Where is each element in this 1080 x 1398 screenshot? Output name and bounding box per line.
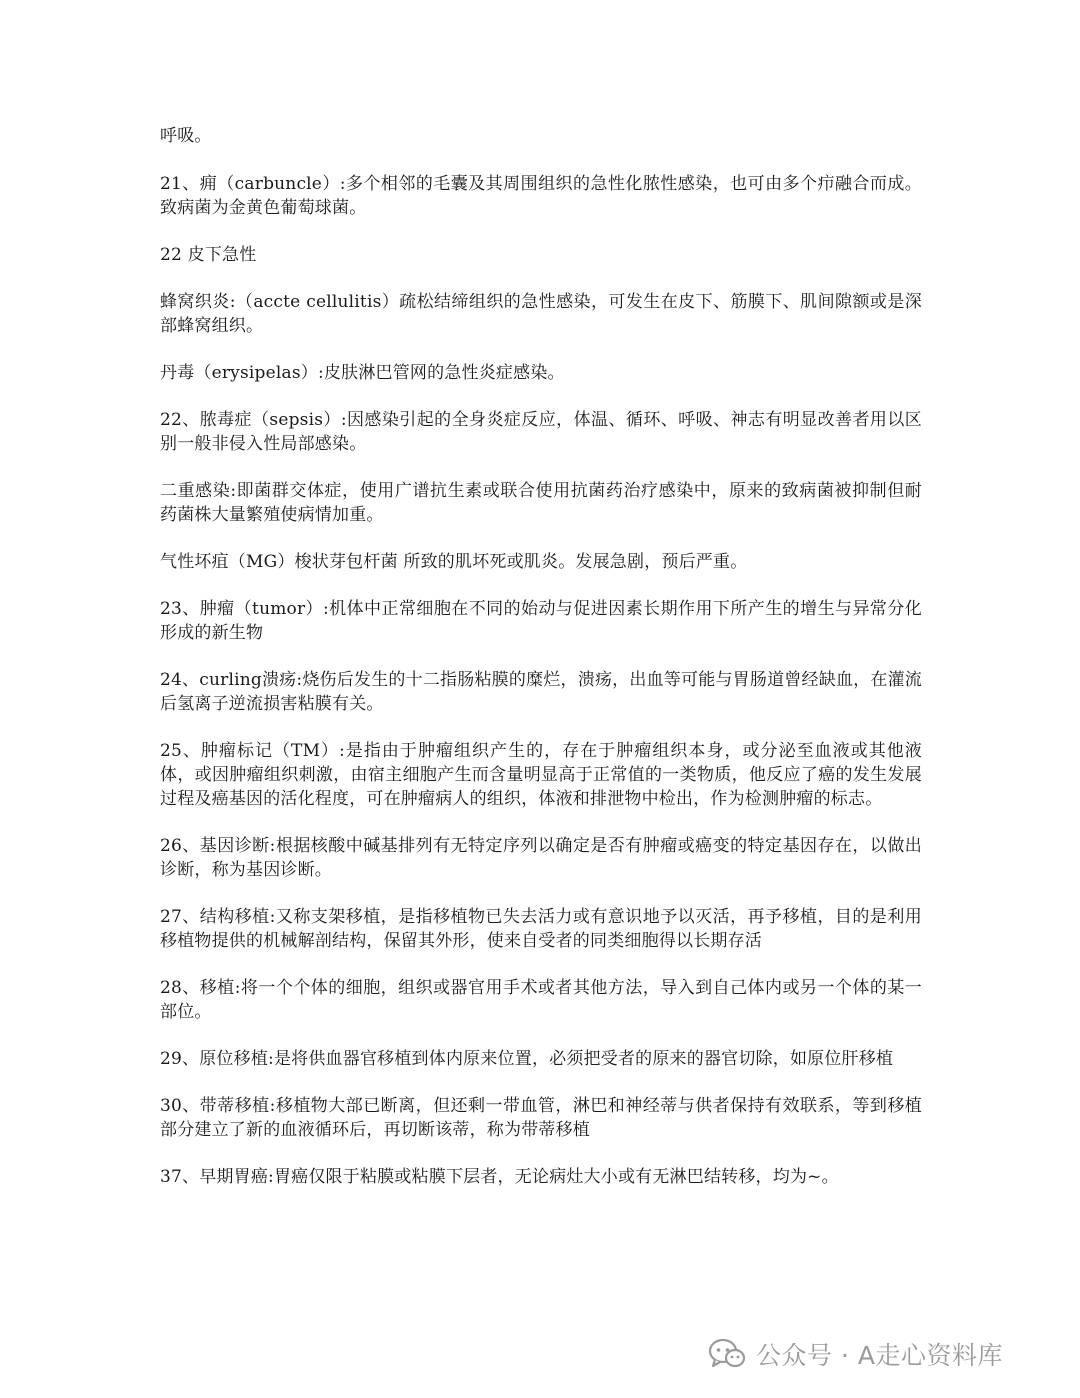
paragraph-23-tumor: 23、肿瘤（tumor）:机体中正常细胞在不同的始动与促进因素长期作用下所产生的增生与异常分化形成的新生物: [160, 599, 922, 643]
paragraph-21-carbuncle: 21、痈（carbuncle）:多个相邻的毛囊及其周围组织的急性化脓性感染，也可由多个疖融合而成。致病菌为金黄色葡萄球菌。: [160, 174, 922, 218]
watermark-text: 公众号 · A走心资料库: [756, 1341, 1003, 1370]
wechat-icon: [708, 1338, 746, 1370]
paragraph-breathing: 呼吸。: [160, 126, 212, 146]
paragraph-22-sepsis: 22、脓毒症（sepsis）:因感染引起的全身炎症反应，体温、循环、呼吸、神志有明显改善者用以区别一般非侵入性局部感染。: [160, 410, 922, 454]
paragraph-superinfection: 二重感染:即菌群交体症，使用广谱抗生素或联合使用抗菌药治疗感染中，原来的致病菌被抑制但耐药菌株大量繁殖使病情加重。: [160, 481, 922, 525]
paragraph-27-structural-transplant: 27、结构移植:又称支架移植，是指移植物已失去活力或有意识地予以灭活，再予移植，目的是利用移植物提供的机械解剖结构，保留其外形，使来自受者的同类细胞得以长期存活: [160, 907, 922, 951]
paragraph-25-tumor-marker: 25、肿瘤标记（TM）:是指由于肿瘤组织产生的，存在于肿瘤组织本身，或分泌至血液或其他液体，或因肿瘤组织刺激，由宿主细胞产生而含量明显高于正常值的一类物质，他反应了癌的发生发展过程及癌基因的活化程度，可在肿瘤病人的组织，体液和排泄物中检出，作为检测肿瘤的标志。: [160, 741, 922, 809]
paragraph-28-transplant: 28、移植:将一个个体的细胞，组织或器官用手术或者其他方法，导入到自己体内或另一个体的某一部位。: [160, 978, 922, 1022]
paragraph-gas-gangrene: 气性坏疽（MG）梭状芽包杆菌 所致的肌坏死或肌炎。发展急剧，预后严重。: [160, 552, 748, 572]
paragraph-22-subcutaneous: 22 皮下急性: [160, 245, 257, 265]
paragraph-29-orthotopic-transplant: 29、原位移植:是将供血器官移植到体内原来位置，必须把受者的原来的器官切除，如原位肝移植: [160, 1049, 894, 1069]
paragraph-37-early-gastric-cancer: 37、早期胃癌:胃癌仅限于粘膜或粘膜下层者，无论病灶大小或有无淋巴结转移，均为~。: [160, 1167, 839, 1187]
watermark: [708, 1334, 1003, 1374]
paragraph-cellulitis: 蜂窝织炎:（accte cellulitis）疏松结缔组织的急性感染，可发生在皮下、筋膜下、肌间隙额或是深部蜂窝组织。: [160, 292, 922, 336]
paragraph-erysipelas: 丹毒（erysipelas）:皮肤淋巴管网的急性炎症感染。: [160, 363, 565, 383]
paragraph-26-gene-diagnosis: 26、基因诊断:根据核酸中碱基排列有无特定序列以确定是否有肿瘤或癌变的特定基因存在，以做出诊断，称为基因诊断。: [160, 836, 922, 880]
paragraph-30-pedicle-transplant: 30、带蒂移植:移植物大部已断离，但还剩一带血管，淋巴和神经蒂与供者保持有效联系，等到移植部分建立了新的血液循环后，再切断该蒂，称为带蒂移植: [160, 1096, 922, 1140]
paragraph-24-curling-ulcer: 24、curling溃疡:烧伤后发生的十二指肠粘膜的糜烂，溃疡，出血等可能与胃肠道曾经缺血，在灌流后氢离子逆流损害粘膜有关。: [160, 670, 922, 714]
document-body: [160, 124, 922, 1212]
